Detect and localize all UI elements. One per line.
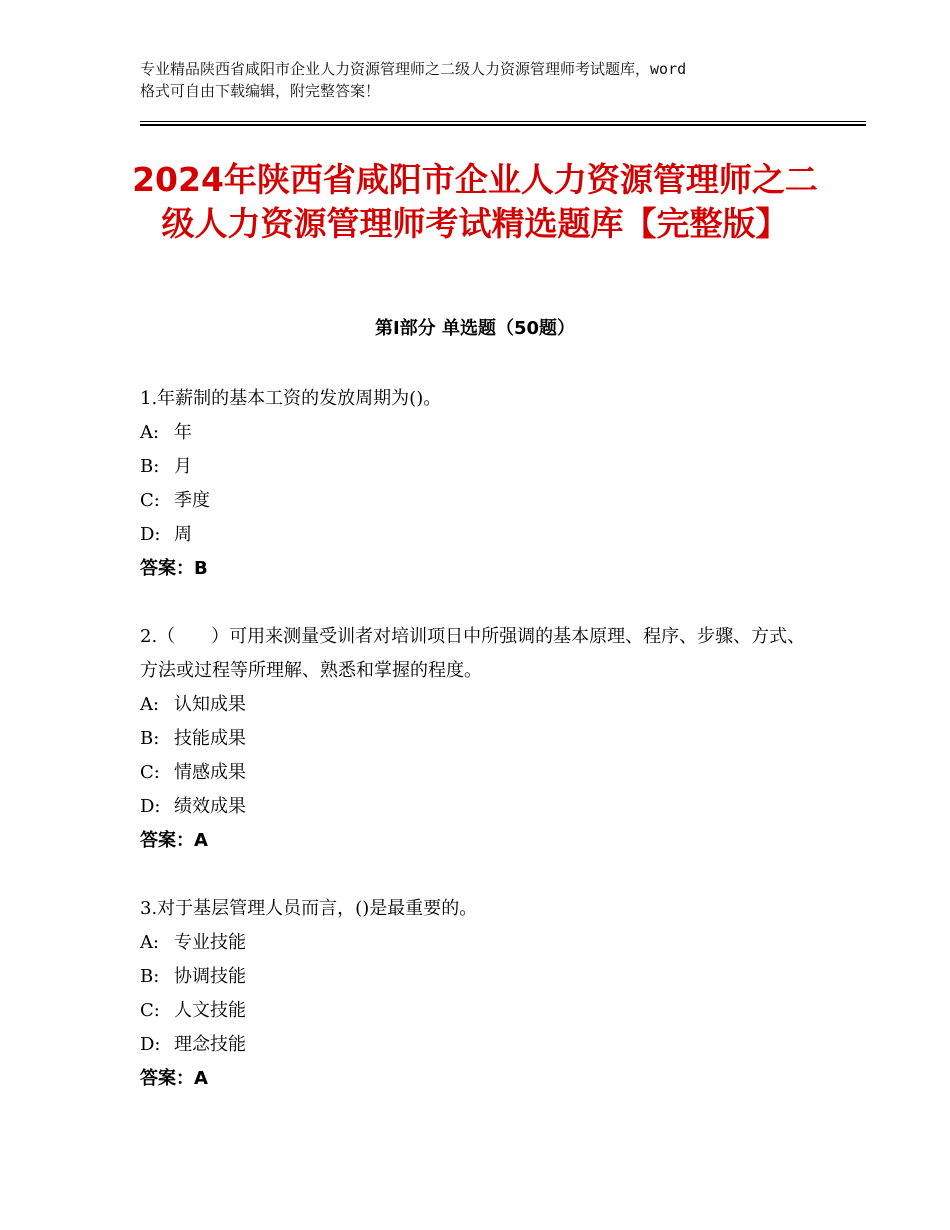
question-stem: 2.（ ）可用来测量受训者对培训项日中所强调的基本原理、程序、步骤、方式、方法或过程等所理解、熟悉和掌握的程度。	[140, 626, 806, 681]
question-answer: 答案：A	[140, 830, 208, 851]
option-letter: D:	[140, 796, 161, 817]
option-letter: B:	[140, 728, 160, 749]
question-option	[140, 688, 820, 722]
option-letter: C:	[140, 1000, 160, 1021]
question-stem: 1.年薪制的基本工资的发放周期为()。	[140, 388, 442, 409]
option-letter: C:	[140, 762, 160, 783]
section-heading: 第Ⅰ部分 单选题（50题）	[374, 318, 575, 339]
question-item	[140, 892, 820, 1096]
header-divider	[140, 121, 866, 122]
option-text: 情感成果	[174, 762, 246, 783]
question-option	[140, 790, 820, 824]
header-note	[140, 58, 840, 102]
option-text: 协调技能	[174, 966, 246, 987]
option-text: 年	[174, 422, 192, 443]
option-text: 月	[174, 456, 192, 477]
header-note-line: 格式可自由下载编辑，附完整答案！	[140, 82, 381, 100]
option-text: 人文技能	[174, 1000, 246, 1021]
question-item	[140, 382, 820, 586]
question-option	[140, 450, 820, 484]
question-option	[140, 1028, 820, 1062]
option-text: 技能成果	[174, 728, 246, 749]
question-list	[140, 382, 820, 1130]
option-text: 理念技能	[174, 1034, 246, 1055]
option-text: 专业技能	[174, 932, 246, 953]
option-letter: A:	[140, 932, 160, 953]
header-divider	[140, 124, 866, 126]
document-title: 2024年陕西省咸阳市企业人力资源管理师之二级人力资源管理师考试精选题库【完整版】	[132, 160, 818, 243]
option-letter: A:	[140, 694, 160, 715]
question-option	[140, 960, 820, 994]
question-answer: 答案：A	[140, 1068, 208, 1089]
question-option	[140, 994, 820, 1028]
header-note-line: 专业精品陕西省咸阳市企业人力资源管理师之二级人力资源管理师考试题库，word	[140, 60, 687, 78]
question-option	[140, 484, 820, 518]
option-text: 季度	[174, 490, 210, 511]
option-letter: B:	[140, 966, 160, 987]
option-letter: B:	[140, 456, 160, 477]
option-letter: C:	[140, 490, 160, 511]
option-text: 认知成果	[174, 694, 246, 715]
question-option	[140, 722, 820, 756]
question-answer: 答案：B	[140, 558, 208, 579]
question-item	[140, 620, 820, 858]
option-letter: A:	[140, 422, 160, 443]
option-text: 周	[174, 524, 192, 545]
option-letter: D:	[140, 1034, 161, 1055]
question-option	[140, 416, 820, 450]
option-text: 绩效成果	[174, 796, 246, 817]
option-letter: D:	[140, 524, 161, 545]
question-option	[140, 518, 820, 552]
question-option	[140, 926, 820, 960]
question-option	[140, 756, 820, 790]
question-stem: 3.对于基层管理人员而言，()是最重要的。	[140, 898, 478, 919]
